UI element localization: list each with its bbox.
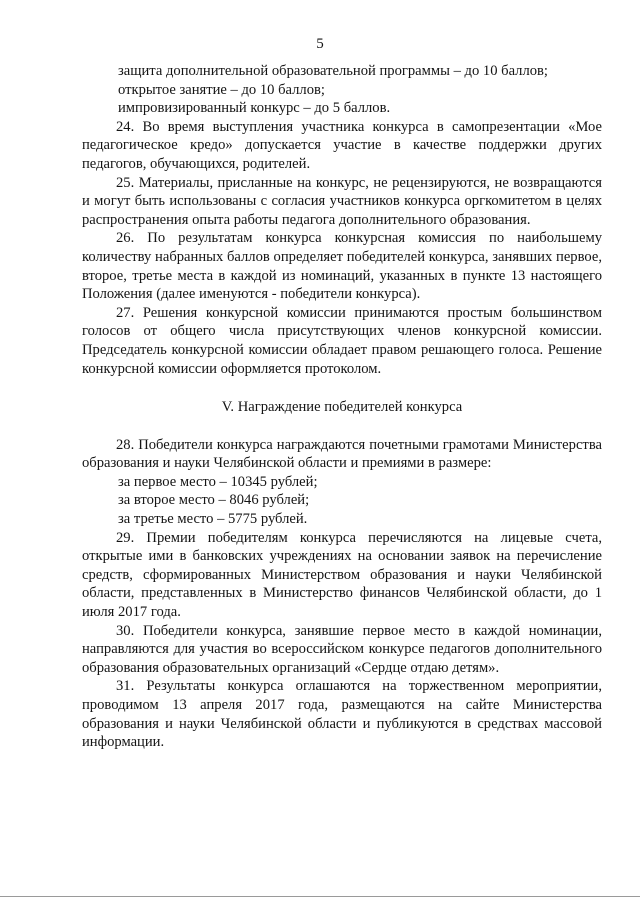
paragraph-26: 26. По результатам конкурса конкурсная комиссия по наибольшему количеству набранных баллов определяет победителей конкурса, занявших первое, второе, третье места в каждой из номинаций, указанных в пункте 13 настоящего Положения (далее именуются - победители конкурса).: [82, 230, 602, 303]
paragraph-30: 30. Победители конкурса, занявшие первое место в каждой номинации, направляются для участия во всероссийском конкурсе педагогов дополнительного образования образовательных организаций «Сердце отдаю детям».: [82, 622, 602, 676]
criteria-line: импровизированный конкурс – до 5 баллов.: [118, 100, 391, 117]
prize-line: за третье место – 5775 рублей.: [118, 511, 308, 528]
paragraph-25: 25. Материалы, присланные на конкурс, не рецензируются, не возвращаются и могут быть использованы с согласия участников конкурса оргкомитетом в целях распространения опыта работы педагога дополнительного образования.: [82, 174, 602, 228]
paragraph-29: 29. Премии победителям конкурса перечисляются на лицевые счета, открытые ими в банковских учреждениях на основании заявок на перечисление средств, сформированных Министерством образования и науки Челябинской области, представленных в Министерство финансов Челябинской области, до 1 июля 2017 года.: [82, 529, 602, 621]
prize-line: за второе место – 8046 рублей;: [118, 492, 310, 509]
prize-line: за первое место – 10345 рублей;: [118, 473, 318, 490]
paragraph-28: 28. Победители конкурса награждаются почетными грамотами Министерства образования и науки Челябинской области и премиями в размере:: [82, 436, 602, 472]
paragraph-27: 27. Решения конкурсной комиссии принимаются простым большинством голосов от общего числа присутствующих членов конкурсной комиссии. Председатель конкурсной комиссии обладает правом решающего голоса. Решение конкурсной комиссии оформляется протоколом.: [82, 304, 602, 377]
section-title: V. Награждение победителей конкурса: [221, 399, 463, 416]
criteria-line: защита дополнительной образовательной программы – до 10 баллов;: [118, 63, 548, 79]
paragraph-24: 24. Во время выступления участника конкурса в самопрезентации «Мое педагогическое кредо» допускается участие в качестве поддержки других педагогов, обучающихся, родителей.: [82, 118, 602, 172]
paragraph-31: 31. Результаты конкурса оглашаются на торжественном мероприятии, проводимом 13 апреля 2017 года, размещаются на сайте Министерства образования и науки Челябинской области и публикуются в средствах массовой информации.: [82, 678, 602, 751]
page-number: 5: [316, 36, 324, 52]
criteria-line: открытое занятие – до 10 баллов;: [118, 81, 325, 98]
document-body: [82, 62, 602, 752]
page-bottom-divider: [0, 896, 640, 897]
